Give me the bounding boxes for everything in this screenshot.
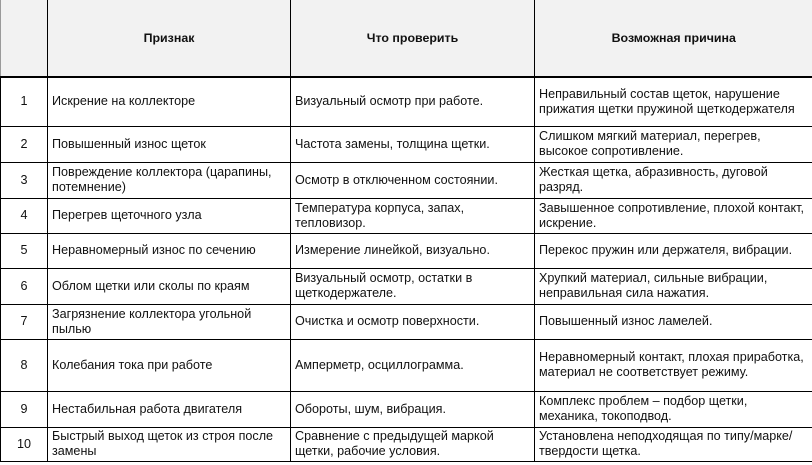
row-check: Осмотр в отключенном состоянии. bbox=[291, 162, 535, 198]
row-check: Визуальный осмотр при работе. bbox=[291, 77, 535, 126]
row-check: Визуальный осмотр, остатки в щеткодержателе. bbox=[291, 268, 535, 304]
row-check: Частота замены, толщина щетки. bbox=[291, 126, 535, 162]
row-num: 10 bbox=[1, 427, 48, 461]
row-num: 6 bbox=[1, 268, 48, 304]
row-sign: Загрязнение коллектора угольной пылью bbox=[48, 304, 291, 339]
row-num: 1 bbox=[1, 77, 48, 126]
row-check: Амперметр, осциллограмма. bbox=[291, 339, 535, 391]
row-sign: Колебания тока при работе bbox=[48, 339, 291, 391]
row-sign: Искрение на коллекторе bbox=[48, 77, 291, 126]
table-row bbox=[1, 268, 812, 304]
row-cause: Слишком мягкий материал, перегрев, высокое сопротивление. bbox=[535, 126, 812, 162]
row-check: Очистка и осмотр поверхности. bbox=[291, 304, 535, 339]
table-row bbox=[1, 233, 812, 268]
row-cause: Перекос пружин или держателя, вибрации. bbox=[535, 233, 812, 268]
row-cause: Завышенное сопротивление, плохой контакт, искрение. bbox=[535, 198, 812, 233]
row-num: 4 bbox=[1, 198, 48, 233]
row-cause: Хрупкий материал, сильные вибрации, неправильная сила нажатия. bbox=[535, 268, 812, 304]
row-sign: Быстрый выход щеток из строя после замены bbox=[48, 427, 291, 461]
row-check: Измерение линейкой, визуально. bbox=[291, 233, 535, 268]
row-num: 9 bbox=[1, 391, 48, 427]
header-sign: Признак bbox=[48, 0, 291, 77]
table-row bbox=[1, 304, 812, 339]
row-num: 8 bbox=[1, 339, 48, 391]
header-row bbox=[1, 0, 812, 77]
table-row bbox=[1, 339, 812, 391]
table-row bbox=[1, 427, 812, 461]
row-num: 3 bbox=[1, 162, 48, 198]
row-sign: Неравномерный износ по сечению bbox=[48, 233, 291, 268]
row-check: Сравнение с предыдущей маркой щетки, рабочие условия. bbox=[291, 427, 535, 461]
row-cause: Комплекс проблем – подбор щетки, механика, токоподвод. bbox=[535, 391, 812, 427]
row-check: Обороты, шум, вибрация. bbox=[291, 391, 535, 427]
row-sign: Облом щетки или сколы по краям bbox=[48, 268, 291, 304]
row-sign: Повреждение коллектора (царапины, потемнение) bbox=[48, 162, 291, 198]
row-sign: Повышенный износ щеток bbox=[48, 126, 291, 162]
row-cause: Жесткая щетка, абразивность, дуговой разряд. bbox=[535, 162, 812, 198]
row-sign: Нестабильная работа двигателя bbox=[48, 391, 291, 427]
row-num: 5 bbox=[1, 233, 48, 268]
row-cause: Неравномерный контакт, плохая приработка, материал не соответствует режиму. bbox=[535, 339, 812, 391]
header-cause: Возможная причина bbox=[535, 0, 812, 77]
row-cause: Повышенный износ ламелей. bbox=[535, 304, 812, 339]
table-row bbox=[1, 391, 812, 427]
row-check: Температура корпуса, запах, тепловизор. bbox=[291, 198, 535, 233]
header-check: Что проверить bbox=[291, 0, 535, 77]
row-num: 7 bbox=[1, 304, 48, 339]
table-row bbox=[1, 126, 812, 162]
row-cause: Неправильный состав щеток, нарушение прижатия щетки пружиной щеткодержателя bbox=[535, 77, 812, 126]
row-cause: Установлена неподходящая по типу/марке/ твердости щетка. bbox=[535, 427, 812, 461]
table-row bbox=[1, 77, 812, 126]
header-num bbox=[1, 0, 48, 77]
row-sign: Перегрев щеточного узла bbox=[48, 198, 291, 233]
table-row bbox=[1, 162, 812, 198]
row-num: 2 bbox=[1, 126, 48, 162]
table-row bbox=[1, 198, 812, 233]
